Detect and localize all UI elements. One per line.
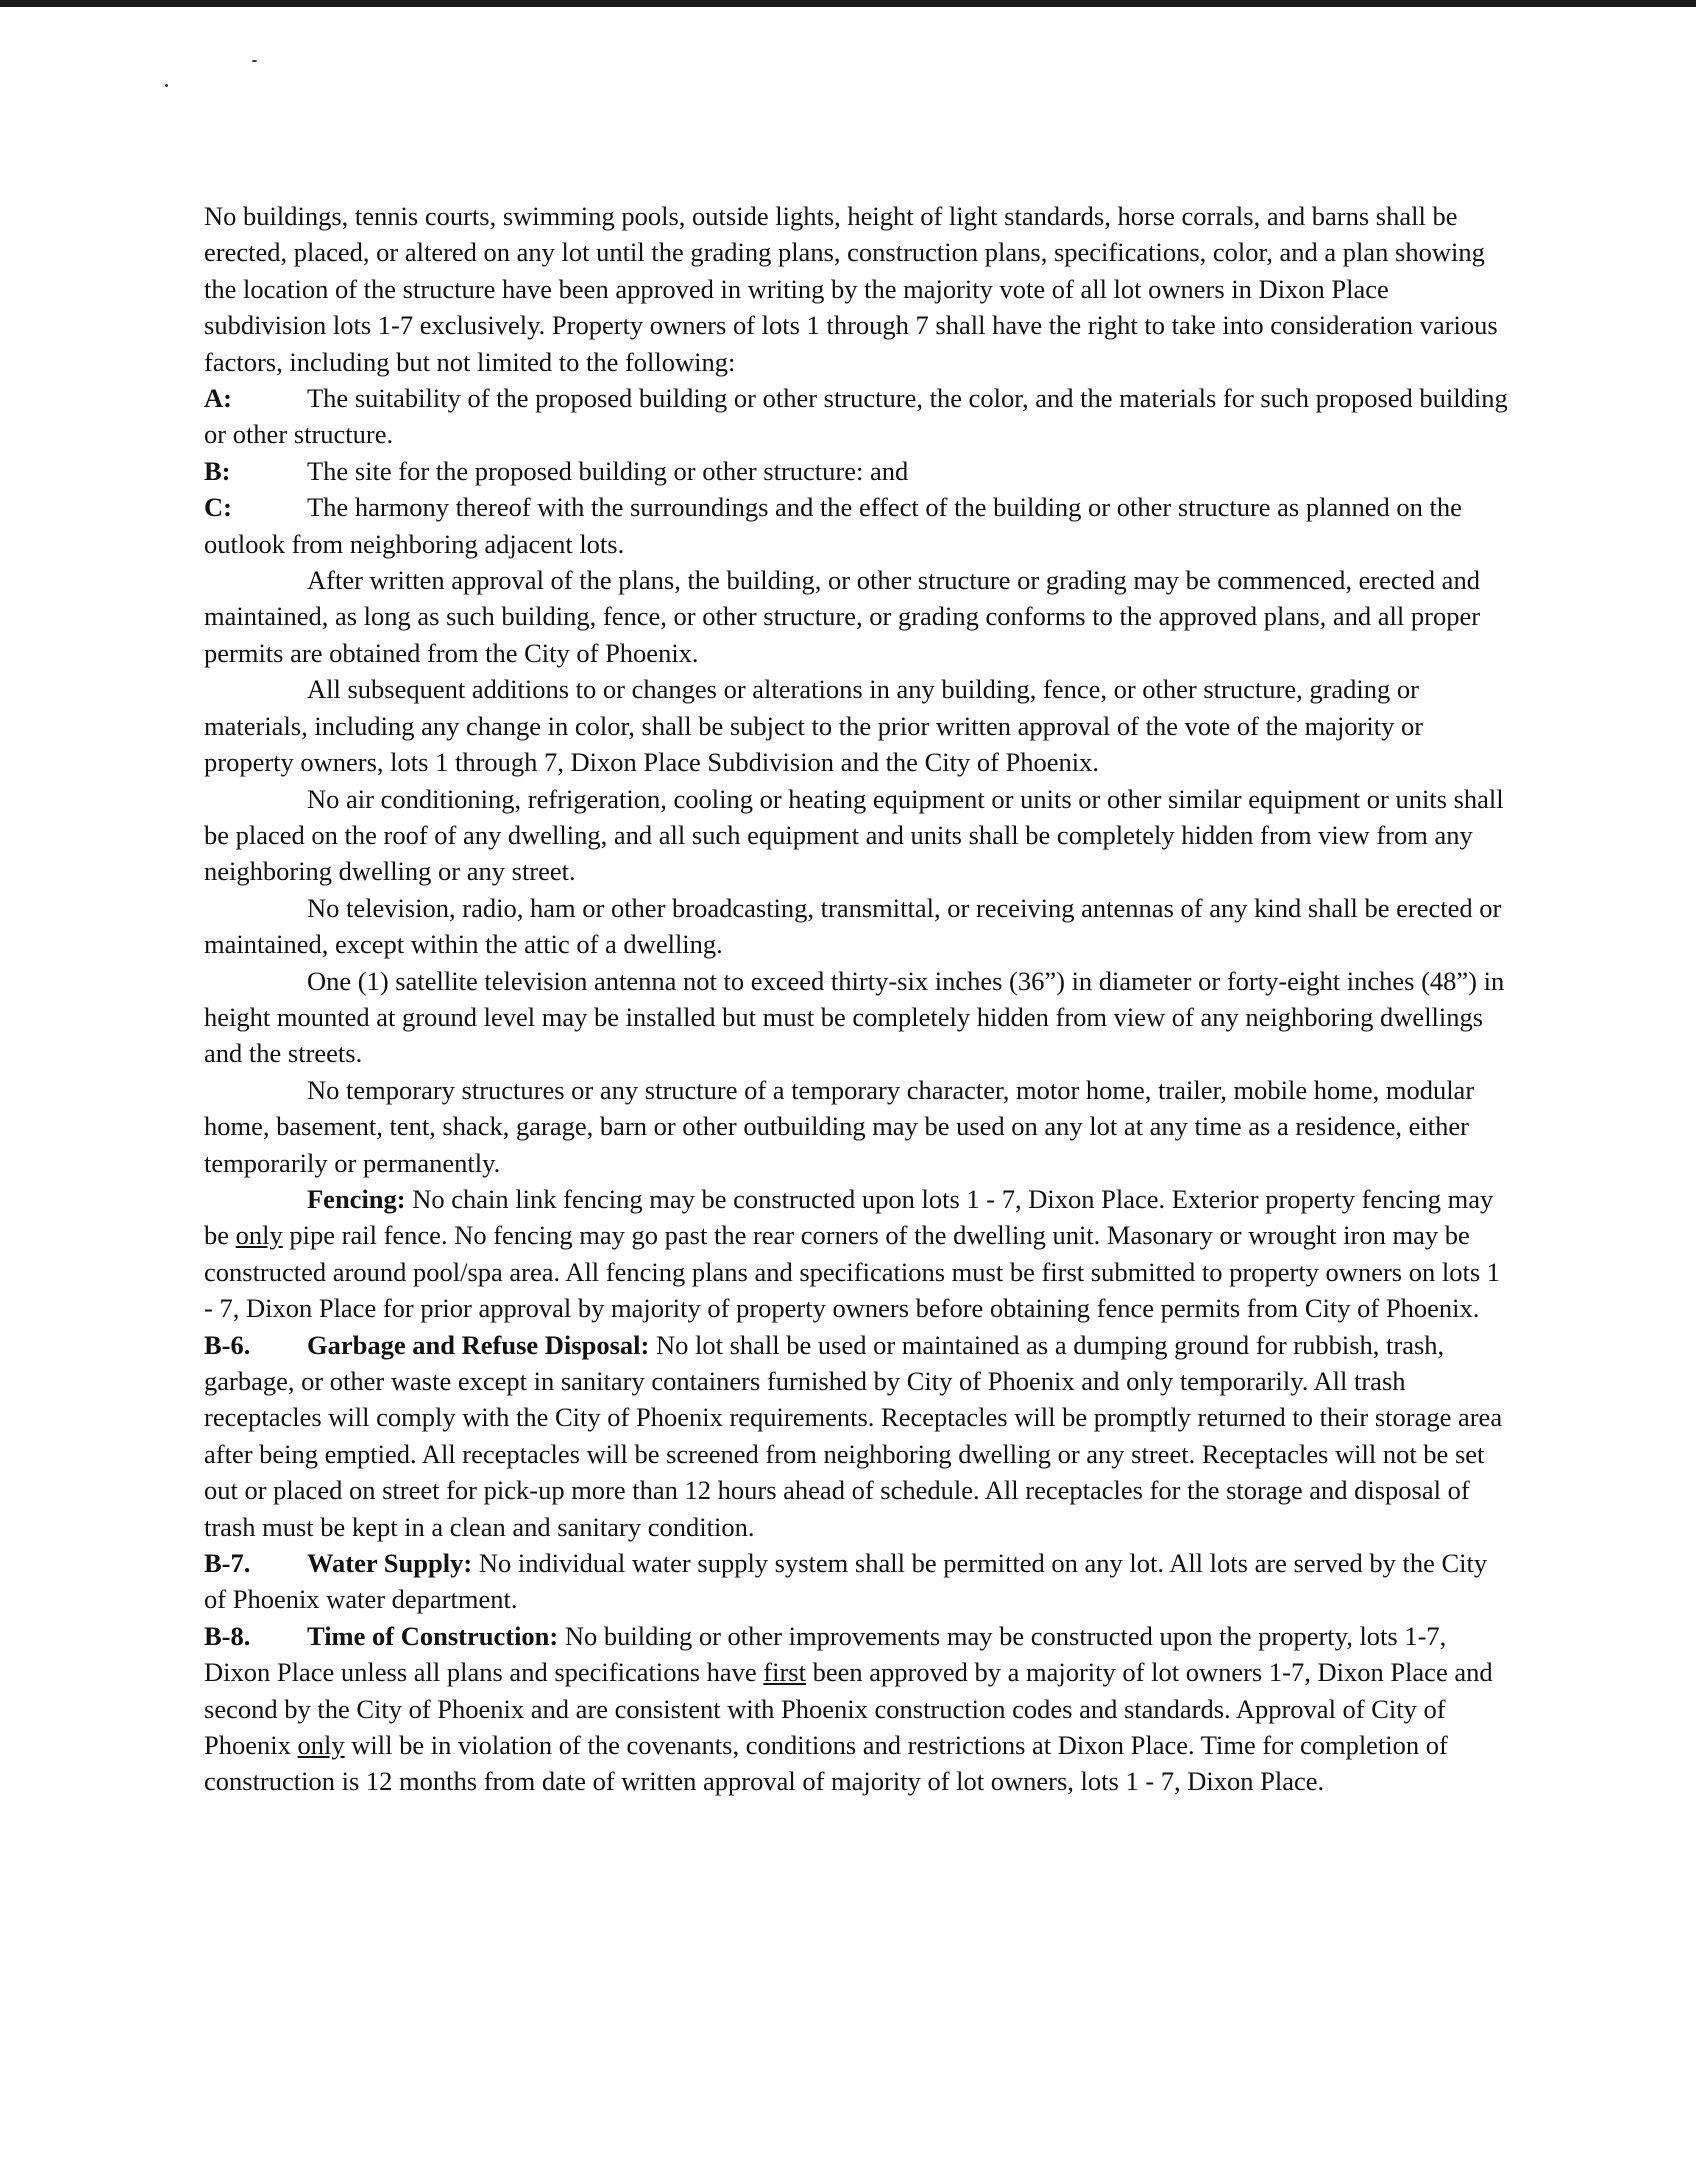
section-text: will be in violation of the covenants, conditions and restrictions at Dixon Place. Time for completion of construction is 12 months from date of written approval of majority of lot owners, lots 1 - 7, Dixon Place. <box>204 1730 1448 1797</box>
item-label: B: <box>204 455 231 486</box>
fencing-only-emphasis: only <box>235 1220 283 1251</box>
air-conditioning-paragraph: No air conditioning, refrigeration, cooling or heating equipment or units or other similar equipment or units shall be placed on the roof of any dwelling, and all such equipment and units shall be completely hidden from view from any neighboring dwelling or any street. <box>204 783 1504 887</box>
section-heading: Garbage and Refuse Disposal: <box>307 1329 650 1360</box>
list-item-a <box>204 380 1514 453</box>
only-emphasis: only <box>297 1730 345 1761</box>
section-text: been approved by a majority of lot owners 1-7, Dixon Place and second by the City of Phoenix and are consistent with Phoenix construction codes and standards. Approval of City of Phoenix <box>204 1657 1493 1761</box>
item-text: The harmony thereof with the surroundings and the effect of the building or other structure as planned on the outlook from neighboring adjacent lots. <box>204 492 1462 559</box>
section-heading: Time of Construction: <box>307 1620 559 1651</box>
approval-paragraph: After written approval of the plans, the building, or other structure or grading may be commenced, erected and maintained, as long as such building, fence, or other structure, or grading conforms to the approved plans, and all proper permits are obtained from the City of Phoenix. <box>204 565 1481 668</box>
alterations-paragraph: All subsequent additions to or changes or alterations in any building, fence, or other structure, grading or materials, including any change in color, shall be subject to the prior written approval of the vote of the majority or property owners, lots 1 through 7, Dixon Place Subdivision and the City of Phoenix. <box>204 674 1424 778</box>
section-text: No individual water supply system shall be permitted on any lot. All lots are served by the City of Phoenix water department. <box>204 1548 1488 1615</box>
list-item-b <box>204 453 1514 489</box>
item-text: The site for the proposed building or other structure: and <box>307 455 909 486</box>
section-number: B-7. <box>204 1548 251 1579</box>
scan-border <box>0 0 1696 7</box>
item-label: C: <box>204 492 232 523</box>
fencing-text: pipe rail fence. No fencing may go past the rear corners of the dwelling unit. Masonary or wrought iron may be constructed around pool/spa area. All fencing plans and specifications must be first submitted to property owners on lots 1 - 7, Dixon Place for prior approval by majority of property owners before obtaining fence permits from City of Phoenix. <box>204 1220 1501 1324</box>
section-b8 <box>204 1618 1514 1800</box>
section-text: No lot shall be used or maintained as a dumping ground for rubbish, trash, garbage, or other waste except in sanitary containers furnished by City of Phoenix and only temporarily. All trash receptacles will comply with the City of Phoenix requirements. Receptacles will be promptly returned to their storage area after being emptied. All receptacles will be screened from neighboring dwelling or any street. Receptacles will not be set out or placed on street for pick-up more than 12 hours ahead of schedule. All receptacles for the storage and disposal of trash must be kept in a clean and sanitary condition. <box>204 1329 1503 1542</box>
fencing-text: No chain link fencing may be constructed upon lots 1 - 7, Dixon Place. Exterior property fencing may be <box>204 1183 1494 1251</box>
item-text: The suitability of the proposed building or other structure, the color, and the materials for such proposed building or other structure. <box>204 383 1508 450</box>
antennas-paragraph: No television, radio, ham or other broadcasting, transmittal, or receiving antennas of any kind shall be erected or maintained, except within the attic of a dwelling. <box>204 892 1502 960</box>
scan-speck <box>165 84 168 87</box>
fencing-heading: Fencing: <box>307 1183 406 1214</box>
intro-paragraph: No buildings, tennis courts, swimming pools, outside lights, height of light standards, horse corrals, and barns shall be erected, placed, or altered on any lot until the grading plans, construction plans, specifications, color, and a plan showing the location of the structure have been approved in writing by the majority vote of all lot owners in Dixon Place subdivision lots 1-7 exclusively. Property owners of lots 1 through 7 shall have the right to take into consideration various factors, including but not limited to the following: <box>204 201 1498 377</box>
satellite-paragraph: One (1) satellite television antenna not to exceed thirty-six inches (36”) in diameter or forty-eight inches (48”) in height mounted at ground level may be installed but must be completely hidden from view of any neighboring dwellings and the streets. <box>204 965 1505 1069</box>
section-b6 <box>204 1327 1514 1545</box>
section-text: No building or other improvements may be constructed upon the property, lots 1-7, Dixon Place unless all plans and specifications have <box>204 1620 1447 1688</box>
first-emphasis: first <box>763 1657 806 1688</box>
document-body <box>204 198 1514 1800</box>
section-number: B-6. <box>204 1329 251 1360</box>
item-label: A: <box>204 383 232 414</box>
section-b7 <box>204 1545 1514 1618</box>
section-number: B-8. <box>204 1620 251 1651</box>
fencing-paragraph <box>204 1181 1514 1327</box>
scan-speck <box>252 60 257 62</box>
temporary-structures-paragraph: No temporary structures or any structure of a temporary character, motor home, trailer, mobile home, modular home, basement, tent, shack, garage, barn or other outbuilding may be used on any lot at any time as a residence, either temporarily or permanently. <box>204 1074 1475 1178</box>
section-heading: Water Supply: <box>307 1548 473 1579</box>
list-item-c <box>204 489 1514 562</box>
